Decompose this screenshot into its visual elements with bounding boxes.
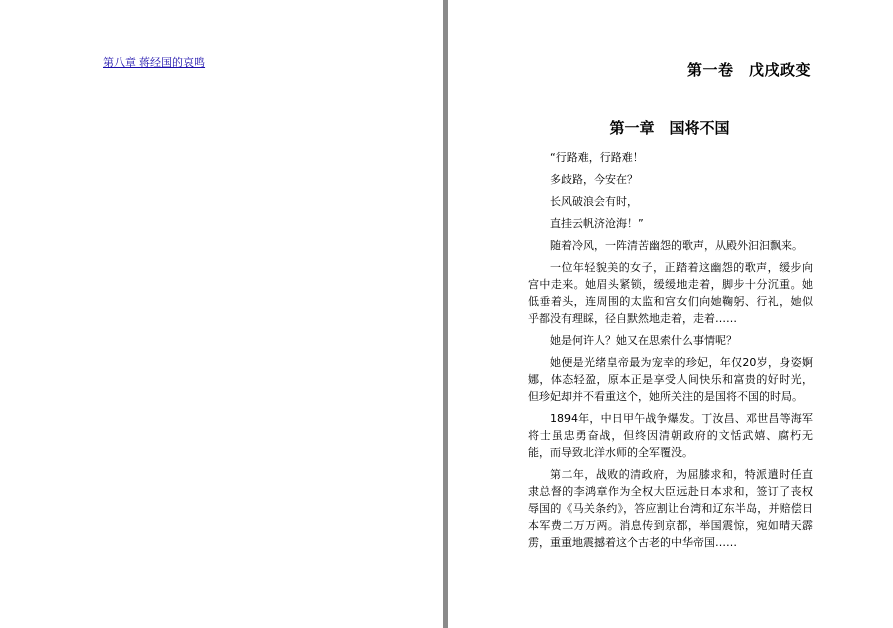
- chapter-title-text: 第一章 国将不国: [609, 119, 730, 137]
- right-page: [448, 0, 893, 628]
- paragraph: 一位年轻貌美的女子，正踏着这幽怨的歌声，缓步向宫中走来。她眉头紧锁，缓缓地走着，脚步十分沉重。她低垂着头，连周围的太监和宫女们向她鞠躬、行礼，她似乎都没有理睬，径自默然地走着，走着……: [528, 261, 813, 325]
- chapter-body: [528, 149, 813, 556]
- paragraph: 随着冷风，一阵清苦幽怨的歌声，从殿外汩汩飘来。: [550, 239, 803, 252]
- paragraph: 她是何许人？她又在思索什么事情呢？: [550, 334, 737, 347]
- left-page: [0, 0, 443, 628]
- paragraph: “行路难，行路难！: [550, 151, 644, 164]
- paragraph: 直挂云帆济沧海！”: [550, 217, 644, 230]
- paragraph: 长风破浪会有时，: [550, 195, 638, 208]
- toc-link-chapter-8[interactable]: 第八章 蒋经国的哀鸣: [103, 57, 206, 69]
- paragraph: 她便是光绪皇帝最为宠幸的珍妃，年仅20岁，身姿婀娜，体态轻盈，原本正是享受人间快乐和富贵的好时光，但珍妃却并不看重这个，她所关注的是国将不国的时局。: [528, 356, 813, 403]
- chapter-title: [448, 117, 893, 138]
- paragraph: 多歧路，今安在？: [550, 173, 638, 186]
- volume-title: 第一卷 戊戌政变: [686, 61, 811, 79]
- paragraph: 1894年，中日甲午战争爆发。丁汝昌、邓世昌等海军将士虽忠勇奋战，但终因清朝政府的文恬武嬉、腐朽无能，而导致北洋水师的全军覆没。: [528, 412, 813, 459]
- paragraph: 第二年，战败的清政府，为屈膝求和，特派遣时任直隶总督的李鸿章作为全权大臣远赴日本求和，签订了丧权辱国的《马关条约》，答应割让台湾和辽东半岛，并赔偿日本军费二万万两。消息传到京都，举国震惊，宛如晴天霹雳，重重地震撼着这个古老的中华帝国……: [528, 468, 813, 549]
